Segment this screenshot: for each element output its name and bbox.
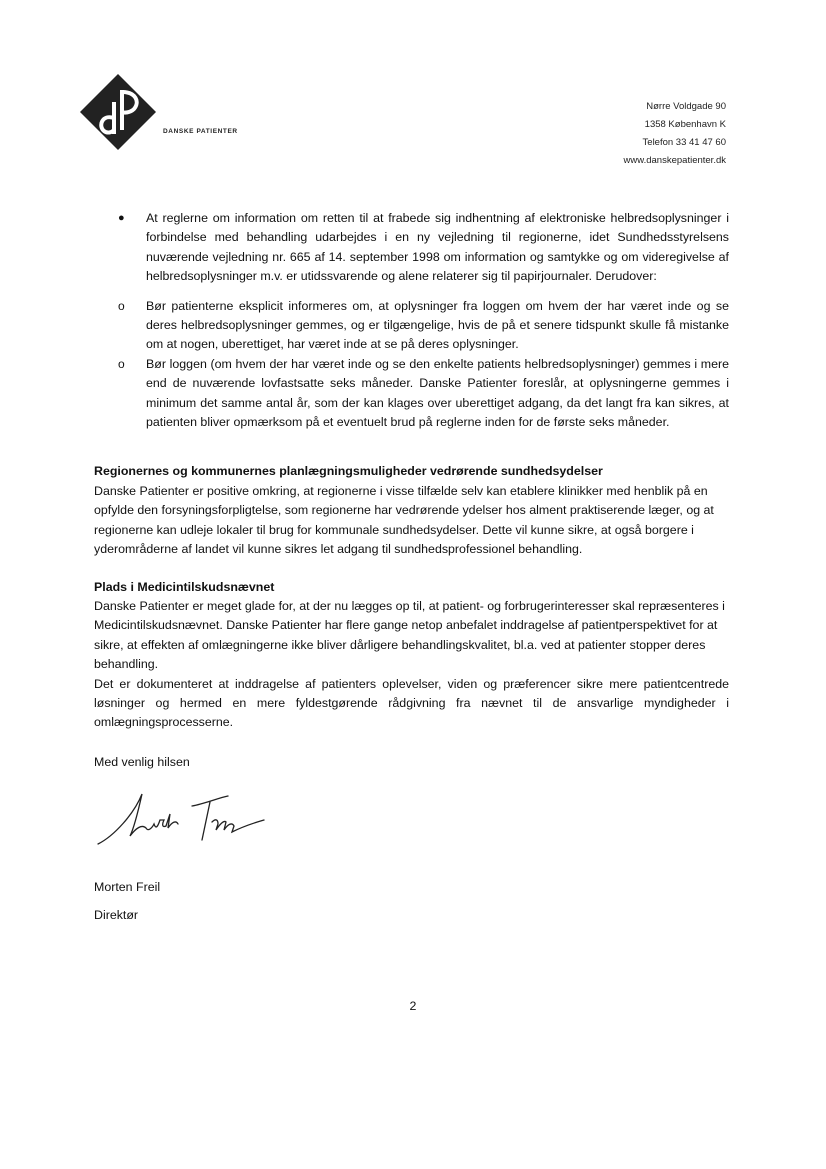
section-planning: [94, 462, 729, 559]
section-paragraph: Det er dokumenteret at inddragelse af patienters oplevelser, viden og præferencer sikre mere patientcentrede løsninger og hermed en mere fyldestgørende rådgivning fra nævnet til de ansvarlige myndigheder i omlægningsprocesserne.: [94, 676, 729, 730]
bullet-dot-icon: ●: [118, 212, 125, 224]
circle-bullet-icon: o: [118, 356, 125, 371]
section-paragraph: Danske Patienter er positive omkring, at regionerne i visse tilfælde selv kan etablere klinikker med henblik på en opfylde den forsyningsforpligtelse, som regionerne har vedrørende ydelser hos alment praktiserende læger, og at regionerne kan udleje lokaler til brug for kommunale sundhedsydelser. Dette vil kunne sikre, at også borgere i yderområderne af landet vil kunne sikres let adgang til sundhedsprofessionel behandling.: [94, 483, 714, 557]
danske-patienter-logo-icon: [78, 72, 158, 152]
section-heading: Regionernes og kommunernes planlægningsmuligheder vedrørende sundhedsydelser: [94, 464, 603, 479]
address-phone: Telefon 33 41 47 60: [642, 137, 726, 148]
sub-item-text: Bør patienterne eksplicit informeres om, at oplysninger fra loggen om hvem der har været inde og se deres helbredsoplysninger gemmes, og er tilgængelige, hvis de på et senere tidspunkt skulle få mistanke om at nogen, uberettiget, har været inde at se på deres oplysninger.: [146, 298, 729, 352]
bullet-item: [94, 209, 729, 287]
sender-address: [624, 98, 726, 170]
sub-item-2: [94, 355, 729, 433]
handwritten-signature-icon: [94, 784, 294, 854]
section-heading: Plads i Medicintilskudsnævnet: [94, 579, 275, 594]
closing-greeting: Med venlig hilsen: [94, 754, 190, 769]
signer-name: Morten Freil: [94, 880, 161, 895]
signer-title: Direktør: [94, 908, 139, 923]
page-number: 2: [409, 999, 417, 1013]
signature: [94, 784, 729, 866]
section-paragraph: Danske Patienter er meget glade for, at der nu lægges op til, at patient- og forbrugerinteresser skal repræsenteres i Medicintilskudsnævnet. Danske Patienter har flere gange netop anbefalet inddragelse af patientperspektivet for at sikre, at effekten af omlægningerne ikke bliver dårligere behandlingskvalitet, bl.a. ved at patienter stopper deres behandling.: [94, 598, 725, 672]
bullet-text: At reglerne om information om retten til at frabede sig indhentning af elektroniske helbredsoplysninger i forbindelse med behandling udarbejdes i en ny vejledning til regionerne, idet Sundhedsstyrelsens nuværende vejledning nr. 665 af 14. september 1998 om information og samtykke og om videregivelse af helbredsoplysninger m.v. er utidssvarende og alene relaterer sig til papirjournaler. Derudover:: [146, 211, 729, 284]
address-city: 1358 København K: [644, 119, 726, 130]
section-medicine-board: [94, 578, 729, 733]
address-website: www.danskepatienter.dk: [623, 155, 726, 166]
sub-item-1: [94, 297, 729, 355]
logo: [78, 72, 238, 152]
letter-body: [94, 209, 729, 926]
logo-text: DANSKE PATIENTER: [163, 128, 238, 135]
address-street: Nørre Voldgade 90: [646, 101, 726, 112]
circle-bullet-icon: o: [118, 298, 125, 313]
sub-item-text: Bør loggen (om hvem der har været inde og se den enkelte patients helbredsoplysninger) gemmes i mere end de nuværende lovfastsatte seks måneder. Danske Patienter foreslår, at oplysningerne gemmes i minimum det samme antal år, som der kan klages over uberettiget adgang, da det langt fra kan sikres, at patienten bliver opmærksom på et eventuelt brud på reglerne inden for de første seks måneder.: [146, 356, 729, 430]
